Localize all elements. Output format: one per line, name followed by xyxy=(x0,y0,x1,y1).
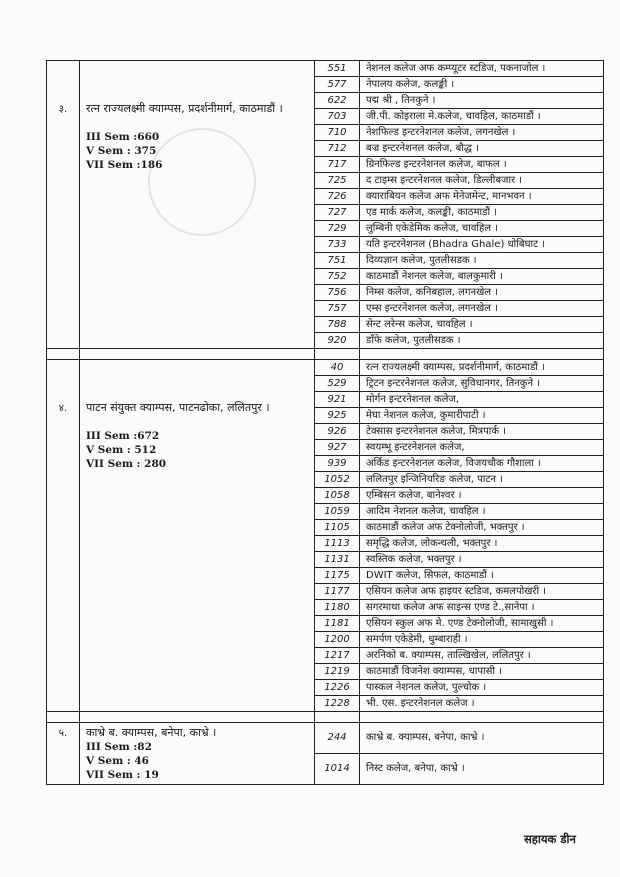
college-name: सेन्ट लरेन्स कलेज, चावहिल । xyxy=(360,317,604,333)
college-name: काभ्रे ब. क्याम्पस, बनेपा, काभ्रे । xyxy=(360,723,604,754)
college-code: 622 xyxy=(315,93,360,109)
college-code: 551 xyxy=(315,61,360,77)
college-name: स्वस्तिक कलेज, भक्तपुर । xyxy=(360,552,604,568)
table-body xyxy=(47,61,604,785)
college-code: 1177 xyxy=(315,584,360,600)
spacer-cell xyxy=(47,712,80,723)
campus-name: पाटन संयुक्त क्याम्पस, पाटनढोका, ललितपुर । xyxy=(86,401,270,414)
table-row xyxy=(47,360,604,376)
college-code: 921 xyxy=(315,392,360,408)
college-name: मेघा नेशनल कलेज, कुमारीपाटी । xyxy=(360,408,604,424)
college-name: नेपालय कलेज, कलङ्की । xyxy=(360,77,604,93)
college-code: 925 xyxy=(315,408,360,424)
college-code: 726 xyxy=(315,189,360,205)
spacer-cell xyxy=(47,349,80,360)
college-name: काठमाडौं नेशनल कलेज, बालकुमारी । xyxy=(360,269,604,285)
exam-centre-campus xyxy=(80,360,315,712)
college-name: रत्न राज्यलक्ष्मी क्याम्पस, प्रदर्शनीमार्ग, काठमाडौं । xyxy=(360,360,604,376)
semester-count: V Sem : 512 xyxy=(86,444,157,456)
semester-count: V Sem : 46 xyxy=(86,755,149,767)
college-code: 926 xyxy=(315,424,360,440)
college-code: 729 xyxy=(315,221,360,237)
college-code: 1175 xyxy=(315,568,360,584)
spacer-cell xyxy=(80,349,315,360)
spacer-row xyxy=(47,712,604,723)
college-name: आदिम नेशनल कलेज, चावहिल । xyxy=(360,504,604,520)
semester-count: III Sem :660 xyxy=(86,131,160,143)
college-name: काठमाडौं विजनेश क्याम्पस, धापासी । xyxy=(360,664,604,680)
college-code: 756 xyxy=(315,285,360,301)
college-code: 751 xyxy=(315,253,360,269)
college-code: 1131 xyxy=(315,552,360,568)
college-code: 727 xyxy=(315,205,360,221)
college-name: क्याराबियन कलेज अफ मेनेजमेन्ट, मानभवन । xyxy=(360,189,604,205)
college-code: 1105 xyxy=(315,520,360,536)
college-code: 244 xyxy=(315,723,360,754)
signature-label: सहायक डीन xyxy=(524,832,576,846)
serial-number: ५. xyxy=(47,723,80,785)
college-name: सगरमाथा कलेज अफ साइन्स एण्ड टे.,सानेपा । xyxy=(360,600,604,616)
college-code: 529 xyxy=(315,376,360,392)
college-name: समृद्धि कलेज, लोकन्थली, भक्तपुर । xyxy=(360,536,604,552)
spacer-cell xyxy=(360,712,604,723)
exam-centre-campus xyxy=(80,723,315,785)
college-code: 939 xyxy=(315,456,360,472)
college-code: 1052 xyxy=(315,472,360,488)
college-code: 1014 xyxy=(315,754,360,785)
spacer-cell xyxy=(80,712,315,723)
college-name: एड मार्क कलेज, कलङ्की, काठमाडौं । xyxy=(360,205,604,221)
college-name: पास्कल नेशनल कलेज, पुल्चोक । xyxy=(360,680,604,696)
college-name: एम्बिसन कलेज, बानेश्वर । xyxy=(360,488,604,504)
college-code: 927 xyxy=(315,440,360,456)
college-code: 752 xyxy=(315,269,360,285)
college-code: 1228 xyxy=(315,696,360,712)
college-name: काठमाडौं कलेज अफ टेक्नोलोजी, भक्तपुर । xyxy=(360,520,604,536)
semester-count: III Sem :82 xyxy=(86,741,152,753)
exam-centre-campus xyxy=(80,61,315,349)
college-name: डाँफे कलेज, पुतलीसडक । xyxy=(360,333,604,349)
college-code: 920 xyxy=(315,333,360,349)
spacer-row xyxy=(47,349,604,360)
semester-counts xyxy=(86,130,308,172)
college-name: भी. एस. इन्टरनेशनल कलेज । xyxy=(360,696,604,712)
college-code: 1181 xyxy=(315,616,360,632)
semester-count: VII Sem : 280 xyxy=(86,458,167,470)
college-name: दिव्यज्ञान कलेज, पुतलीसडक । xyxy=(360,253,604,269)
college-code: 1058 xyxy=(315,488,360,504)
college-name: नेशफिल्ड इन्टरनेशनल कलेज, लगनखेल । xyxy=(360,125,604,141)
spacer-cell xyxy=(360,349,604,360)
college-code: 40 xyxy=(315,360,360,376)
college-code: 1200 xyxy=(315,632,360,648)
college-name: टेक्सास इन्टरनेशनल कलेज, मित्रपार्क । xyxy=(360,424,604,440)
college-name: लुम्बिनी एकेडेमिक कलेज, चावहिल । xyxy=(360,221,604,237)
college-name: एसियन स्कुल अफ मे. एण्ड टेक्नोलोजी, सामाखुसी । xyxy=(360,616,604,632)
college-code: 703 xyxy=(315,109,360,125)
college-name: निम्स कलेज, कनिबहाल, लगनखेल । xyxy=(360,285,604,301)
college-name: नेशनल कलेज अफ कम्प्यूटर स्टडिज, पकनाजोल । xyxy=(360,61,604,77)
college-name: एम्स इन्टरनेशनल कलेज, लगनखेल । xyxy=(360,301,604,317)
college-name: यति इन्टरनेशनल (Bhadra Ghale) धोबिघाट । xyxy=(360,237,604,253)
college-code: 1180 xyxy=(315,600,360,616)
spacer-cell xyxy=(315,712,360,723)
college-name: ललितपुर इन्जिनियरिङ कलेज, पाटन । xyxy=(360,472,604,488)
college-code: 710 xyxy=(315,125,360,141)
college-name: समर्पण एकेडेमी, धुम्बाराही । xyxy=(360,632,604,648)
college-name: अर्किड इन्टरनेशनल कलेज, विजयचौक गौशाला । xyxy=(360,456,604,472)
college-name: अरनिको ब. क्याम्पस, ताल्खिखेल, ललितपुर । xyxy=(360,648,604,664)
semester-counts xyxy=(86,429,308,471)
college-code: 788 xyxy=(315,317,360,333)
serial-number: ४. xyxy=(47,360,80,712)
college-name: एसियन कलेज अफ हाइयर स्टडिज, कमलपोखरी । xyxy=(360,584,604,600)
college-name: पद्म श्री , तिनकुने । xyxy=(360,93,604,109)
campus-name: रत्न राज्यलक्ष्मी क्याम्पस, प्रदर्शनीमार्ग, काठमाडौं । xyxy=(86,102,283,115)
college-name: द टाइम्स इन्टरनेशनल कलेज, डिल्लीबजार । xyxy=(360,173,604,189)
college-name: जी.पी. कोइराला मे.कलेज, चावहिल, काठमाडौं । xyxy=(360,109,604,125)
college-code: 757 xyxy=(315,301,360,317)
college-allocation-table xyxy=(46,60,604,785)
table-row xyxy=(47,61,604,77)
college-name: ग्रिनफिल्ड इन्टरनेशनल कलेज, बाफल । xyxy=(360,157,604,173)
serial-number: ३. xyxy=(47,61,80,349)
college-code: 1217 xyxy=(315,648,360,664)
college-code: 1219 xyxy=(315,664,360,680)
college-code: 712 xyxy=(315,141,360,157)
semester-count: III Sem :672 xyxy=(86,430,160,442)
college-name: DWIT कलेज, सिफल, काठमाडौं । xyxy=(360,568,604,584)
semester-count: V Sem : 375 xyxy=(86,145,157,157)
college-code: 1059 xyxy=(315,504,360,520)
college-name: निस्ट कलेज, बनेपा, काभ्रे । xyxy=(360,754,604,785)
college-code: 577 xyxy=(315,77,360,93)
college-code: 733 xyxy=(315,237,360,253)
semester-counts xyxy=(86,740,308,782)
college-name: बज्र इन्टरनेशनल कलेज, बौद्ध । xyxy=(360,141,604,157)
semester-count: VII Sem : 19 xyxy=(86,769,159,781)
spacer-cell xyxy=(315,349,360,360)
campus-name: काभ्रे ब. क्याम्पस, बनेपा, काभ्रे । xyxy=(86,726,217,739)
semester-count: VII Sem :186 xyxy=(86,159,163,171)
table-row xyxy=(47,723,604,754)
college-code: 1226 xyxy=(315,680,360,696)
college-name: ट्रिटन इन्टरनेशनल कलेज, सुविधानगर, तिनकुने । xyxy=(360,376,604,392)
college-code: 725 xyxy=(315,173,360,189)
college-name: स्वयम्भू इन्टरनेशनल कलेज, xyxy=(360,440,604,456)
college-name: मोर्गन इन्टरनेशनल कलेज, xyxy=(360,392,604,408)
college-code: 717 xyxy=(315,157,360,173)
college-code: 1113 xyxy=(315,536,360,552)
